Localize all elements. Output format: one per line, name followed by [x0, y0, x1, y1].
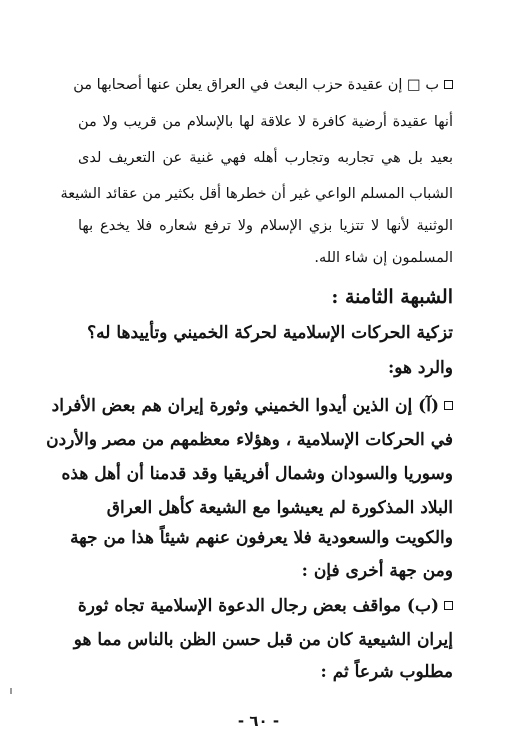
paragraph-b-line-2: إيران الشيعية كان من قبل حسن الظن بالناس مما هو	[73, 630, 453, 650]
paragraph-a-line-3: وسوريا والسودان وشمال أفريقيا وقد قدمنا أن أهل هذه	[61, 464, 453, 484]
paragraph-1-line-2: أنها عقيدة أرضية كافرة لا علاقة لها بالإسلام من قريب ولا من	[78, 114, 453, 130]
paragraph-a-line-6: ومن جهة أخرى فإن :	[301, 561, 453, 581]
paragraph-a-line-2: في الحركات الإسلامية ، وهؤلاء معظمهم من مصر والأردن	[46, 430, 453, 450]
paragraph-b-line-3: مطلوب شرعاً ثم :	[320, 662, 453, 682]
paragraph-1-line-1: ب □ إن عقيدة حزب البعث في العراق يعلن عنها أصحابها من	[78, 78, 453, 93]
section-heading: الشبهة الثامنة :	[331, 286, 453, 308]
paragraph-a-line-1: (آ) إن الذين أيدوا الخميني وثورة إيران هم بعض الأفراد	[78, 398, 453, 415]
paragraph-b-line-1: (ب) مواقف بعض رجال الدعوة الإسلامية تجاه ثورة	[78, 598, 453, 615]
square-bullet-icon	[444, 601, 453, 610]
square-bullet-icon	[444, 80, 453, 89]
page-number: - ٦٠ -	[237, 712, 280, 730]
margin-mark	[10, 688, 12, 694]
question-text: تزكية الحركات الإسلامية لحركة الخميني وتأييدها له؟	[87, 323, 453, 343]
paragraph-1-line-6: المسلمون إن شاء الله.	[314, 250, 453, 266]
paragraph-1-line-5: الوثنية لأنها لا تتزيا بزي الإسلام ولا ترفع شعاره فلا يخدع بها	[78, 218, 453, 234]
paragraph-a-line-5: والكويت والسعودية فلا يعرفون عنهم شيئاً هذا من جهة	[70, 528, 453, 548]
square-bullet-icon	[444, 401, 453, 410]
paragraph-a-line-4: البلاد المذكورة لم يعيشوا مع الشيعة كأهل العراق	[106, 498, 453, 518]
paragraph-1-line-3: بعيد بل هي تجاربه وتجارب أهله فهي غنية عن التعريف لدى	[78, 150, 453, 166]
paragraph-1-line-4: الشباب المسلم الواعي غير أن خطرها أقل بكثير من عقائد الشيعة	[60, 186, 453, 202]
answer-intro: والرد هو:	[387, 358, 453, 378]
